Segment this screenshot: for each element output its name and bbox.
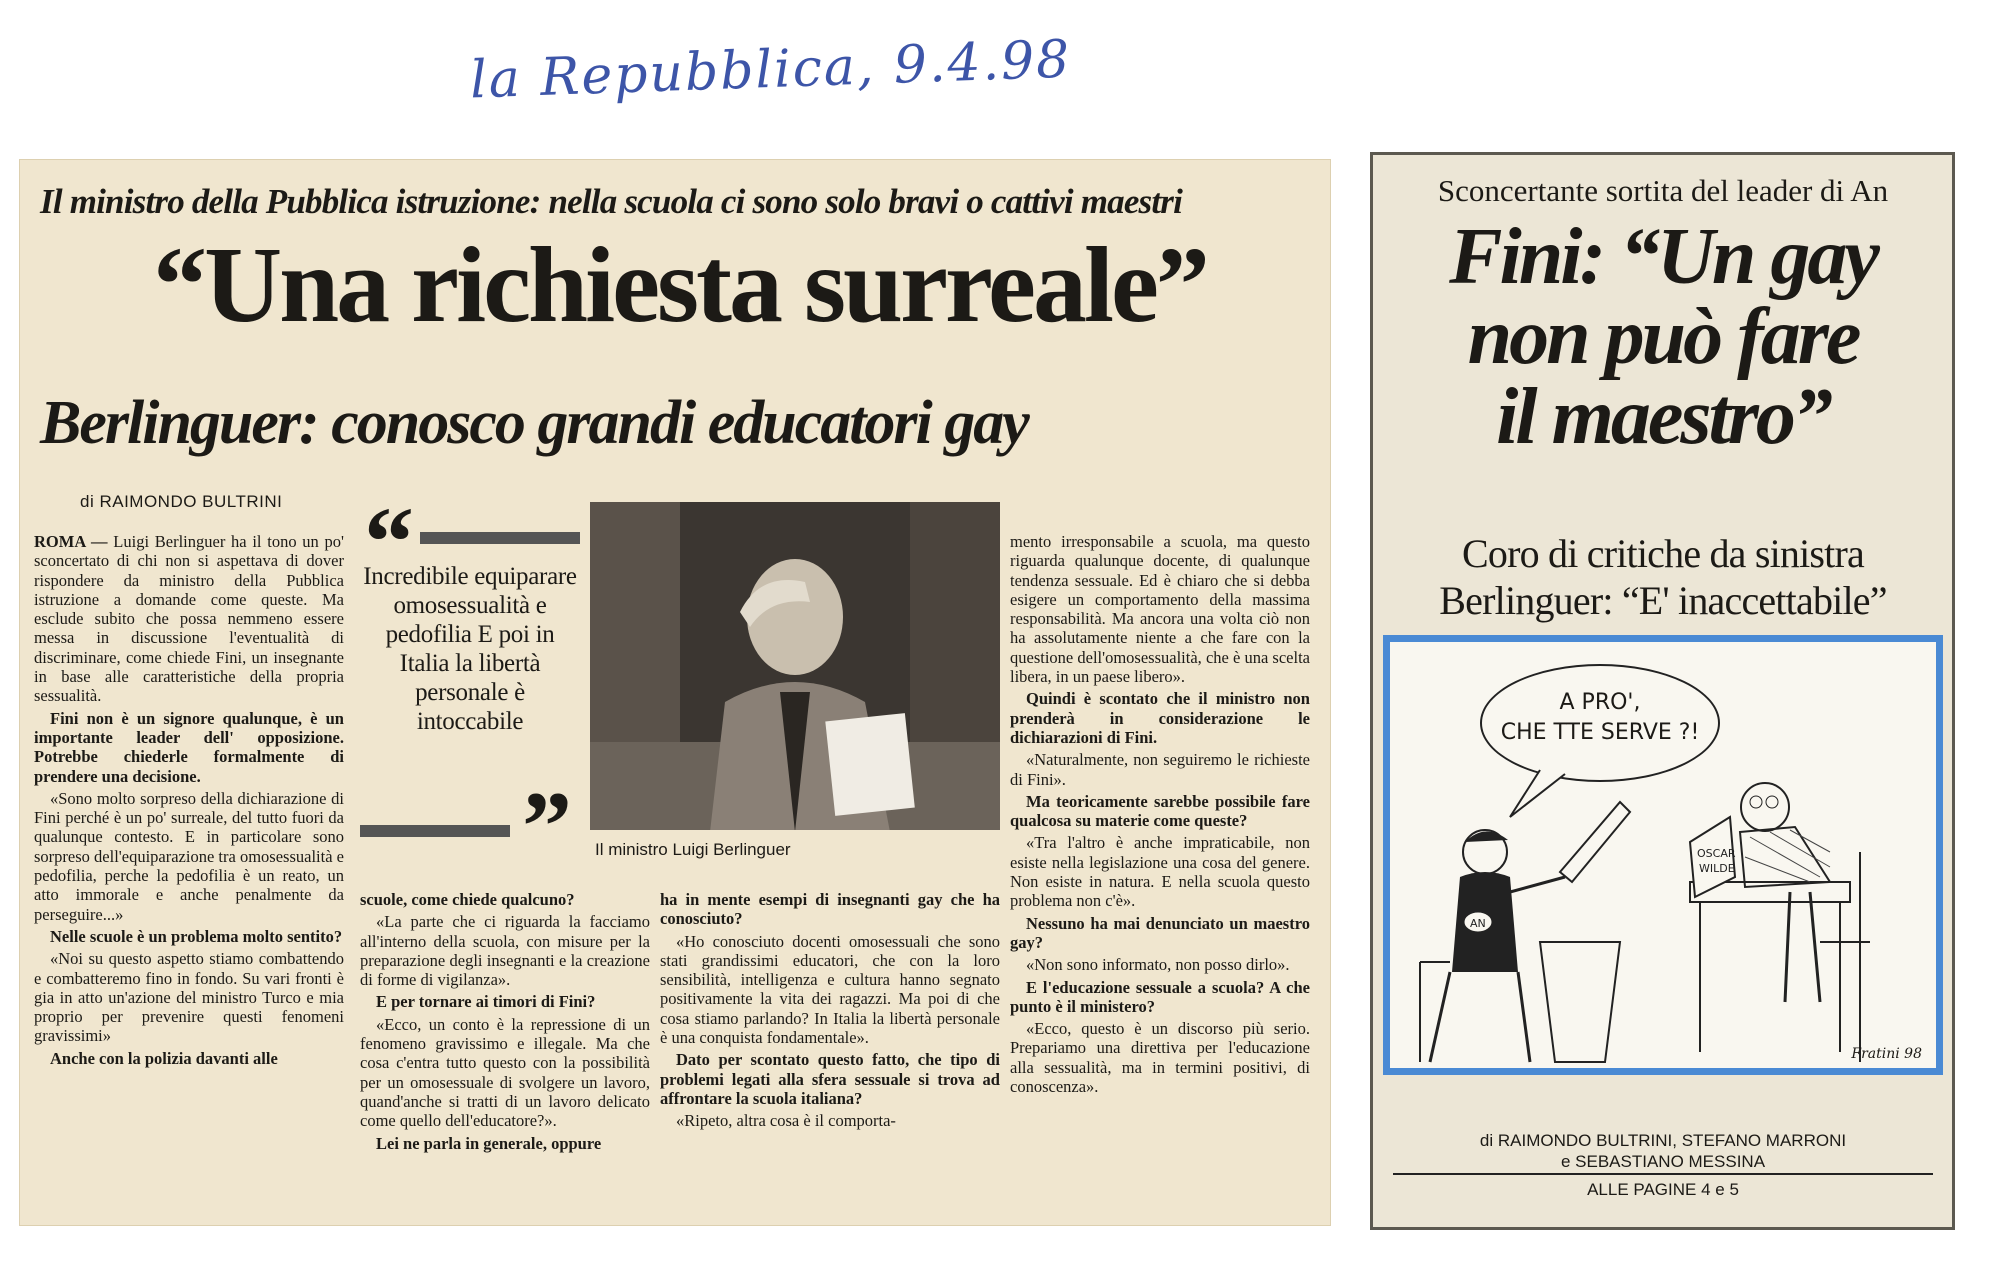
cartoon-book-title-2: WILDE [1699,862,1735,875]
interview-question: Dato per scontato questo fatto, che tipo di problemi legati alla sfera sessuale si trova ad affrontare la scuola italiana? [660,1050,1000,1108]
quote-open-mark: “ [364,486,414,597]
subheadline: Berlinguer: conosco grandi educatori gay [40,389,1028,457]
article-paragraph: mento irresponsabile a scuola, ma questo riguarda qualunque docente, di qualunque tendenza sessuale. Ed è chiaro che si debba esigere un comportamento della massima responsabilità. Ma ancora una volta ciò non ha assolutamente niente a che fare con la questione dell'omosessualità, che è una scelta libera, in un paese libero». [1010,532,1310,687]
article-paragraph: «Naturalmente, non seguiremo le richieste di Fini». [1010,750,1310,789]
right-subhead-1: Coro di critiche da sinistra [1462,531,1864,576]
interview-question: E per tornare ai timori di Fini? [376,992,596,1012]
column-4 [1010,532,1310,1099]
right-byline [1373,1130,1953,1173]
cartoon-signature: Fratini 98 [1851,1046,1922,1062]
right-headline-line-1: Fini: “Un gay [1449,213,1877,301]
column-2 [360,890,650,1156]
speech-line-1: A PRO', [1559,690,1641,715]
cartoon-badge: AN [1470,917,1486,930]
right-byline-line-1: di RAIMONDO BULTRINI, STEFANO MARRONI [1479,1131,1847,1150]
cartoon [1383,635,1943,1075]
interview-question: Ma teoricamente sarebbe possibile fare qualcosa su materie come queste? [1010,791,1310,831]
article-paragraph: «Ecco, un conto è la repressione di un fenomeno gravissimo e illegale. Ma che cosa c'entra tutto questo con la possibilità per un omosessuale di svolgere un lavoro, quand'anche si tratti di un lavoro delicato come quello dell'educatore?». [360,1014,650,1131]
dateline: ROMA — [34,532,108,551]
pull-quote-bar-bottom [360,825,510,837]
byline: di RAIMONDO BULTRINI [80,492,283,511]
interview-question: Lei ne parla in generale, oppure [376,1133,602,1153]
interview-question: Nessuno ha mai denunciato un maestro gay? [1010,913,1310,952]
article-paragraph: «Noi su questo aspetto stiamo combattendo e combatteremo fino in fondo. Su vari fronti è gia in atto un'azione del ministro Turco e mia proprio per prevenire questi fenomeni gravissimi» [34,949,344,1046]
interview-question: Quindi è scontato che il ministro non prenderà in considerazione le dichiarazioni di Fini. [1010,689,1310,747]
article-paragraph: «Sono molto sorpreso della dichiarazione di Fini perché è un po' surreale, del tutto fuori da qualunque contesto. E in particolare sono sorpreso dell'equiparazione tra omosessualità e pedofilia, perche la pedofilia è un reato, un atto immorale e anche penalmente da perseguire...» [34,788,344,924]
right-headline [1383,213,1943,461]
right-kicker: Sconcertante sortita del leader di An [1437,173,1889,208]
interview-question: Nelle scuole è un problema molto sentito? [50,926,343,946]
article-paragraph: «La parte che ci riguarda la facciamo all'interno della scuola, con misure per la preparazione degli insegnanti e la creazione di forme di vigilanza». [360,912,650,990]
right-divider [1393,1173,1933,1175]
minister-photo-illustration [590,502,1000,830]
right-byline-line-2: e SEBASTIANO MESSINA [1560,1152,1766,1172]
article-paragraph: «Tra l'altro è anche impraticabile, non esiste nella legislazione una cosa del genere. Non esiste in natura. E nella scuola questo problema non c'è». [1010,833,1310,911]
pull-quote-bar-top [420,532,580,544]
pull-quote-text: Incredibile equiparare omosessualità e pedofilia E poi in Italia la libertà personale è intoccabile [363,563,577,735]
article-paragraph: «Ecco, questo è un discorso più serio. Prepariamo una direttiva per l'educazione alla sessualità, ma in termini positivi, di conoscenza». [1010,1019,1310,1097]
quote-close-mark: ” [522,771,572,882]
cartoon-book-title-1: OSCAR [1697,847,1736,860]
left-clipping [20,160,1330,1225]
right-clipping [1370,152,1955,1230]
headline: “Una richiesta surreale” [153,226,1207,345]
right-headline-line-3: il maestro” [1496,373,1830,461]
interview-question: Anche con la polizia davanti alle [50,1048,278,1068]
handwritten-note: la Repubblica, 9.4.98 [469,29,1073,111]
interview-question: E l'educazione sessuale a scuola? A che punto è il ministero? [1010,977,1310,1016]
cartoon-drawing [1390,642,1936,1068]
right-headline-line-2: non può fare [1467,293,1859,381]
photo-caption: Il ministro Luigi Berlinguer [595,840,791,859]
article-paragraph: «Ripeto, altra cosa è il comporta- [676,1111,896,1131]
article-paragraph [34,532,344,706]
article-paragraph: «Ho conosciuto docenti omosessuali che sono stati grandissimi educatori, che con la loro sensibilità, intelligenza e cultura hanno segnato positivamente la vita dei ragazzi. Ma poi di che cosa stiamo parlando? In Italia la libertà personale è una conquista fondamentale». [660,931,1000,1048]
interview-question: Fini non è un signore qualunque, è un importante leader dell' opposizione. Potrebbe chiederle formalmente di prendere una decisione. [34,708,344,786]
column-3 [660,890,1000,1134]
interview-question: ha in mente esempi di insegnanti gay che ha conosciuto? [660,890,1000,929]
pull-quote [360,486,580,882]
article-paragraph: «Non sono informato, non posso dirlo». [1026,955,1290,975]
right-subhead-2: Berlinguer: “E' inaccettabile” [1439,578,1887,623]
speech-line-2: CHE TTE SERVE ?! [1500,719,1700,745]
minister-photo [590,502,1000,830]
lead-text: Luigi Berlinguer ha il tono un po' sconcertato di chi non si aspettava di dover rispondere da ministro della Pubblica istruzione a domande come queste. Ma esclude subito che possa nemmeno essere messa in discussione l'eventualità di discriminare, come chiede Fini, un insegnante in base alle caratteristiche della propria sessualità. [34,532,344,706]
kicker: Il ministro della Pubblica istruzione: nella scuola ci sono solo bravi o cattivi maestri [40,182,1183,221]
column-1 [34,532,344,1071]
interview-question: scuole, come chiede qualcuno? [360,890,575,909]
page-reference: ALLE PAGINE 4 e 5 [1587,1180,1739,1199]
